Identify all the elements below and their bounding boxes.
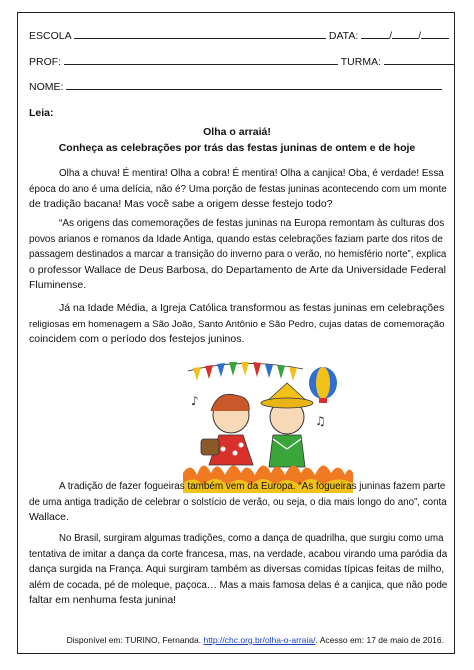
- paragraph-line: Fluminense.: [29, 279, 87, 292]
- nome-line: [29, 79, 442, 93]
- festa-junina-illustration: [183, 353, 353, 493]
- text-subtitle: Conheça as celebrações por trás das festas juninas de ontem e de hoje: [58, 142, 416, 154]
- music-note-icon: ♫: [315, 414, 326, 428]
- data-separator: /: [418, 30, 422, 42]
- paragraph-line: de tradição bacana! Mas você sabe a origem desse festejo todo?: [29, 198, 333, 211]
- paragraph-line: povos arianos e romanos da Idade Antiga, quando estas celebrações faziam parte dos ritos de: [29, 233, 443, 245]
- turma-label: TURMA:: [340, 56, 381, 68]
- source-link[interactable]: http://chc.org.br/olha-o-arraia/: [203, 635, 316, 645]
- paragraph-line: Wallace.: [29, 511, 69, 524]
- paragraph-line: dança surgida na França. Aqui surgiram também as diversas comidas típicas feitas de milho,: [29, 564, 445, 576]
- prof-line: [29, 54, 454, 68]
- paragraph-line: religiosas em homenagem a São João, Santo Antônio e São Pedro, cujas datas de comemoração: [29, 318, 445, 330]
- escola-line: [29, 28, 449, 42]
- paragraph-line: A tradição de fazer fogueiras também vem da Europa. “As fogueiras juninas fazem parte: [59, 481, 446, 492]
- worksheet: [17, 12, 455, 654]
- bunting-flag: [193, 367, 201, 381]
- bunting-flag: [217, 363, 225, 377]
- bunting-flag: [229, 362, 237, 376]
- paragraph-4: [29, 479, 447, 526]
- paragraph-1: [29, 166, 447, 213]
- bunting-flag: [253, 362, 261, 377]
- accordion: [201, 439, 219, 455]
- paragraph-line: Olha a chuva! É mentira! Olha a cobra! É mentira! Olha a canjica! Oba, é verdade! Essa: [59, 168, 444, 179]
- source-citation: [67, 635, 444, 645]
- paragraph-line: de uma antiga tradição de celebrar o solstício de verão, ou seja, o dia mais longo do ano”, conta: [29, 496, 447, 508]
- prof-field[interactable]: [64, 54, 338, 65]
- nome-label: NOME:: [29, 81, 64, 93]
- paragraph-line: passagem destinados a marcar a transição do inverno para o verão, no hemisfério norte”, explica: [29, 249, 447, 261]
- music-note-icon: ♪: [191, 394, 199, 408]
- bunting-flag: [277, 365, 285, 379]
- source-prefix: Disponível em: TURINO, Fernanda.: [66, 635, 204, 645]
- bunting-flag: [289, 367, 297, 381]
- escola-field[interactable]: [74, 28, 326, 39]
- paragraph-line: No Brasil, surgiram algumas tradições, como a dança de quadrilha, que surgiu como uma: [59, 533, 444, 544]
- nome-field[interactable]: [66, 79, 442, 90]
- leia-label: Leia:: [29, 107, 54, 119]
- data-day-field[interactable]: [361, 28, 389, 39]
- text-title: Olha o arraiá!: [203, 126, 271, 138]
- paragraph-line: época do ano é uma delícia, não é? Uma porção de festas juninas acontecendo com um monte: [29, 183, 447, 195]
- paragraph-line: faltar em nenhuma festa junina!: [29, 594, 177, 607]
- escola-label: ESCOLA: [29, 30, 72, 42]
- data-year-field[interactable]: [421, 28, 449, 39]
- paragraph-line: tentativa de imitar a dança da corte francesa, mas, na verdade, acabou virando uma paródia da: [29, 548, 448, 560]
- paragraph-line: coincidem com o período dos festejos juninos.: [29, 333, 245, 346]
- paragraph-5: [29, 531, 447, 609]
- paragraph-3: [29, 301, 447, 348]
- bunting-flag: [265, 364, 273, 378]
- bunting-flag: [205, 365, 213, 379]
- data-separator: /: [389, 30, 393, 42]
- paragraph-2: [29, 216, 447, 294]
- bunting-flag: [241, 362, 249, 376]
- paragraph-line: além de cocada, pé de moleque, paçoca… Mas a mais famosa delas é a canjica, que não pode: [29, 579, 448, 591]
- paragraph-line: Já na Idade Média, a Igreja Católica transformou as festas juninas em celebrações: [59, 302, 445, 314]
- turma-field[interactable]: [384, 54, 454, 65]
- prof-label: PROF:: [29, 56, 62, 68]
- data-label: DATA:: [328, 30, 359, 42]
- paragraph-line: o professor Wallace de Deus Barbosa, do Departamento de Arte da Universidade Federal: [29, 263, 446, 276]
- data-month-field[interactable]: [392, 28, 418, 39]
- source-suffix: . Acesso em: 17 de maio de 2016.: [315, 635, 444, 645]
- paragraph-line: “As origens das comemorações de festas juninas na Europa remontam às culturas dos: [59, 218, 445, 229]
